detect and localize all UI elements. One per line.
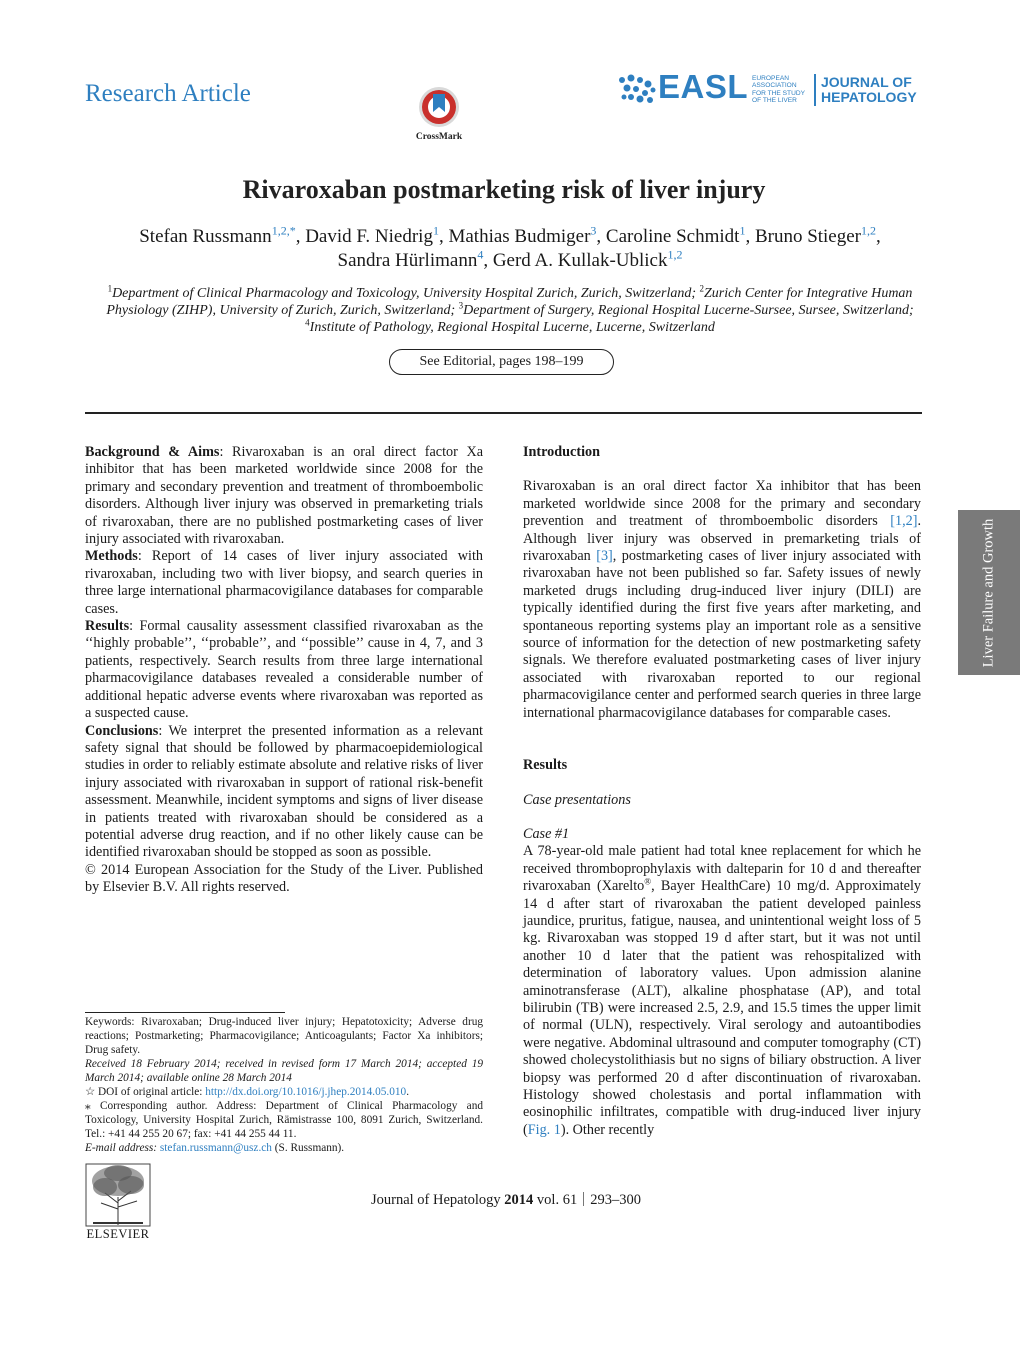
keywords: Keywords: Rivaroxaban; Drug-induced liver injury; Hepatotoxicity; Adverse drug reactions; Postmarketing; Pharmacovigilance; Anticoagulants; Factor Xa inhibitors; Drug safety. [85, 1016, 483, 1056]
elsevier-logo [85, 1163, 151, 1243]
easl-association-text: EUROPEAN ASSOCIATION FOR THE STUDY OF THE LIVER [752, 75, 805, 105]
case-label: Case #1 [523, 825, 570, 842]
author-affil-ref[interactable]: 4 [477, 247, 484, 262]
article-title: Rivaroxaban postmarketing risk of liver injury [242, 175, 766, 204]
easl-mark: EASL [658, 68, 749, 105]
body-column [523, 444, 921, 1139]
results-heading: Results [523, 757, 568, 774]
author-list [70, 225, 950, 273]
footnotes [85, 1015, 483, 1155]
abstract-background: Background & Aims: Rivaroxaban is an oral direct factor Xa inhibitor that has been marketed worldwide since 2008 for the primary and secondary prevention and treatment of thromboembolic disorders. Although liver injury was observed in premarketing trials of rivaroxaban, there are no published postmarketing cases of liver injury associated with rivaroxaban. [85, 444, 483, 548]
case-presentations-heading: Case presentations [523, 791, 631, 808]
author-name: Sandra Hürlimann [337, 250, 478, 271]
citation-link[interactable]: [1,2] [890, 513, 918, 530]
author-name: David F. Niedrig [305, 226, 433, 247]
affiliations: $^1$Department of Clinical Pharmacology and Toxicology, University Hospital Zurich, Zurich, Switzerland; $^2$Zurich Center for Integrative Human Physiology (ZIHP), University of Zurich, Zurich, Switzerland; $^3$Department of Surgery, Regional Hospital Lucerne-Sursee, Sursee, Switzerland; $^4$Institute of Pathology, Regional Hospital Lucerne, Lucerne, Switzerland [106, 283, 914, 335]
citation-link[interactable]: [3] [596, 548, 613, 565]
author-line-2: Sandra Hürlimann$^4$, Gerd A. Kullak-Ublick$^{1,2}$ [337, 247, 683, 271]
article-type: Research Article [85, 80, 251, 107]
author-line-1: Stefan Russmann$^{1,2,*}$, David F. Niedrig$^1$, Mathias Budmiger$^3$, Caroline Schmidt$^1$, Bruno Stieger$^{1,2}$, [139, 223, 881, 247]
abstract-methods: Methods: Report of 14 cases of liver injury associated with rivaroxaban, including two with liver biopsy, and search queries in three large international pharmacovigilance databases for comparable cases. [85, 548, 483, 617]
logo-divider [814, 74, 816, 106]
journal-name: JOURNAL OF HEPATOLOGY [821, 74, 917, 105]
footnote-divider [85, 1012, 285, 1013]
email-note: E-mail address: stefan.russmann@usz.ch (S. Russmann). [85, 1142, 345, 1154]
abstract-conclusions: Conclusions: We interpret the presented information as a relevant safety signal that should be followed by pharmacoepidemiological studies in order to reliably estimate absolute and relative risks of liver injury associated with rivaroxaban in support of rational risk-benefit assessment. Meanwhile, incident symptoms and signs of liver disease in patients treated with rivaroxaban should be considered as a potential adverse drug reaction, and if no other likely cause can be identified rivaroxaban should be stopped as soon as possible. [85, 722, 483, 861]
side-tab-label: Liver Failure and Growth [980, 518, 997, 667]
author-affil-ref[interactable]: 1 [739, 223, 746, 238]
abstract-results: Results: Formal causality assessment classified rivaroxaban as the ‘‘highly probable’’, ‘‘probable’’, and ‘‘possible’’ cause in 4, 7, and 3 patients, respectively. Search results from three large international pharmacovigilance databases revealed a considerable number of additional hepatic adverse events where rivaroxaban was reported as a suspected cause. [85, 618, 483, 722]
abstract-copyright: © 2014 European Association for the Study of the Liver. Published by Elsevier B.V. All rights reserved. [85, 861, 483, 896]
author-name: Stefan Russmann [139, 226, 272, 247]
doi-link[interactable]: http://dx.doi.org/10.1016/j.jhep.2014.05.010 [205, 1086, 407, 1098]
citation-divider [583, 1192, 584, 1206]
figure-link[interactable]: Fig. 1 [527, 1121, 561, 1138]
author-name: Gerd A. Kullak-Ublick [492, 250, 668, 271]
section-side-tab [958, 510, 1020, 675]
abstract [85, 444, 483, 897]
crossmark-label: CrossMark [415, 132, 463, 142]
author-affil-ref[interactable]: 1 [432, 223, 439, 238]
easl-journal-logo [618, 68, 923, 110]
journal-citation: Journal of Hepatology 2014 vol. 61 293–300 [371, 1192, 641, 1208]
author-name: Caroline Schmidt [605, 226, 740, 247]
header-divider [85, 412, 922, 414]
see-editorial-link[interactable]: See Editorial, pages 198–199 [389, 349, 614, 375]
introduction-heading: Introduction [523, 444, 600, 460]
publisher-name: ELSEVIER [86, 1227, 150, 1241]
elsevier-tree-icon [85, 1163, 151, 1227]
crossmark-logo[interactable] [408, 84, 470, 146]
easl-dots-icon [618, 72, 658, 108]
corresponding-author: ⁎ Corresponding author. Address: Department of Clinical Pharmacology and Toxicology, University Hospital Zurich, Rämistrasse 100, 8091 Zurich, Switzerland. Tel.: +41 44 255 20 67; fax: +41 44 255 44 11. [85, 1100, 483, 1140]
author-name: Mathias Budmiger [448, 226, 591, 247]
author-affil-ref[interactable]: 1,2 [667, 247, 683, 262]
introduction-text: Rivaroxaban is an oral direct factor Xa inhibitor that has been marketed worldwide since 2008 for the primary and secondary prevention and treatment of thromboembolic disorders [1,2]. Although liver injury was observed in premarketing trials of rivaroxaban [3], postmarketing cases of liver injury associated with rivaroxaban have not been published so far. Safety issues of newly marketed drugs including drug-induced liver injury (DILI) are typically identified during the first five years after marketing, and spontaneous reporting systems play an important role as a sensitive source of information for the detection of new postmarketing safety signals. We therefore evaluated postmarketing cases of liver injury associated with rivaroxaban reported to our regional pharmacovigilance center and performed search queries in three large international pharmacovigilance databases for comparable cases. [523, 478, 921, 721]
author-affil-ref[interactable]: 1,2,* [271, 223, 296, 238]
email-link[interactable]: stefan.russmann@usz.ch [159, 1142, 272, 1154]
doi-note: ☆ DOI of original article: http://dx.doi.org/10.1016/j.jhep.2014.05.010. [85, 1086, 410, 1098]
received-dates: Received 18 February 2014; received in revised form 17 March 2014; accepted 19 March 2014; available online 28 March 2014 [85, 1058, 483, 1084]
author-affil-ref[interactable]: 1,2 [861, 223, 877, 238]
author-name: Bruno Stieger [754, 226, 862, 247]
case-text: A 78-year-old male patient had total knee replacement for which he received thromboprophylaxis with dalteparin for 10 d and thereafter rivaroxaban (Xarelto®, Bayer HealthCare) 10 mg/d. Approximately 14 d after start of rivaroxaban the patient developed painless jaundice, pruritus, fatigue, nausea, and unintentional weight loss of 5 kg. Rivaroxaban was stopped 19 d after start, but it was not until another 10 d later that the patient was rehospitalized with determination of laboratory values. Upon admission alanine aminotransferase (ALT), alkaline phosphatase (AP), and total bilirubin (TB) were increased 2.5, 2.9, and 15.5 times the upper limit of normal (ULN), respectively. Viral serology and autoantibodies were negative. Abdominal ultrasound and computer tomography (CT) showed cholecystolithiasis but no signs of biliary obstruction. A liver biopsy was performed 20 d after discontinuation of rivaroxaban. Histology showed cholestasis and portal inflammation with eosinophilic infiltrates, compatible with drug-induced liver injury (Fig. 1). Other recently [523, 843, 921, 1138]
author-affil-ref[interactable]: 3 [590, 223, 597, 238]
